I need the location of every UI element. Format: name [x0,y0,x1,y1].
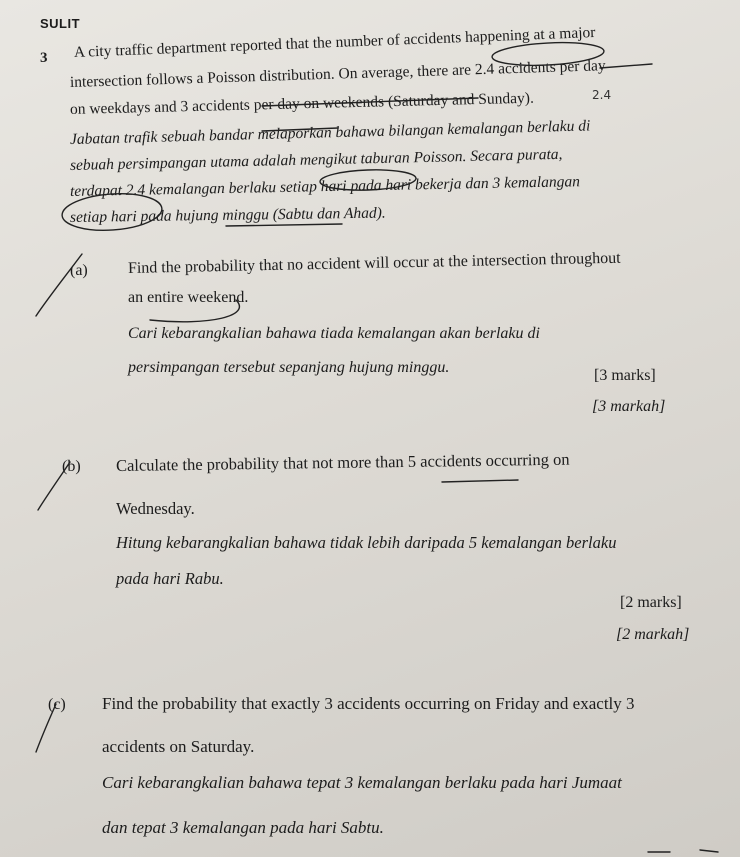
part-a-marks-en: [3 marks] [594,367,656,384]
part-c-ms-line-2: dan tepat 3 kemalangan pada hari Sabtu. [102,818,384,837]
underline-per-day [600,64,652,68]
part-a-en-line-1: Find the probability that no accident will occur at the intersection throughout [127,249,621,277]
part-c-en-line-2: accidents on Saturday. [102,737,255,756]
part-b-en-line-1: Calculate the probability that not more than 5 accidents occurring on [115,449,570,475]
part-c-en-line-1: Find the probability that exactly 3 accidents occurring on Friday and exactly 3 [102,694,635,713]
part-a-label: (a) [70,262,88,279]
stem-ms-line-2: sebuah persimpangan utama adalah mengikut taburan Poisson. Secara purata, [69,145,563,174]
handwritten-note: 2.4 [592,88,612,102]
part-b-ms-line-2: pada hari Rabu. [116,569,224,588]
part-b-label: (b) [62,458,81,475]
stem-ms-line-3: terdapat 2.4 kemalangan berlaku setiap hari pada hari bekerja dan 3 kemalangan [69,173,581,200]
underline-accidents-occurring [442,480,518,482]
stem-en-line-3: on weekdays and 3 accidents per day on weekends (Saturday and Sunday). [69,89,535,118]
bottom-dash-2 [700,850,718,852]
part-c-ms-line-1: Cari kebarangkalian bahawa tepat 3 kemalangan berlaku pada hari Jumaat [102,773,622,792]
part-a-ms-line-2: persimpangan tersebut sepanjang hujung minggu. [128,359,450,376]
part-a-en-line-2: an entire weekend. [128,289,249,306]
part-a-ms-line-1: Cari kebarangkalian bahawa tiada kemalangan akan berlaku di [128,325,540,342]
part-b-ms-line-1: Hitung kebarangkalian bahawa tidak lebih daripada 5 kemalangan berlaku [116,533,617,552]
part-a-marks-ms: [3 markah] [592,398,666,415]
part-b-en-line-2: Wednesday. [116,499,195,518]
stem-ms-line-4: setiap hari pada hujung minggu (Sabtu dan Ahad). [69,204,386,226]
question-number: 3 [40,50,48,66]
stem-en-line-1: A city traffic department reported that the number of accidents happening at a major [73,23,596,61]
part-c-label: (c) [48,696,66,713]
part-b-marks-en: [2 marks] [620,594,682,611]
stem-en-line-2: intersection follows a Poisson distribution. On average, there are 2.4 accidents per day [69,57,606,91]
stem-ms-line-1: Jabatan trafik sebuah bandar melaporkan bahawa bilangan kemalangan berlaku di [69,117,591,148]
header-sulit: SULIT [40,16,81,31]
part-b-marks-ms: [2 markah] [616,626,690,643]
